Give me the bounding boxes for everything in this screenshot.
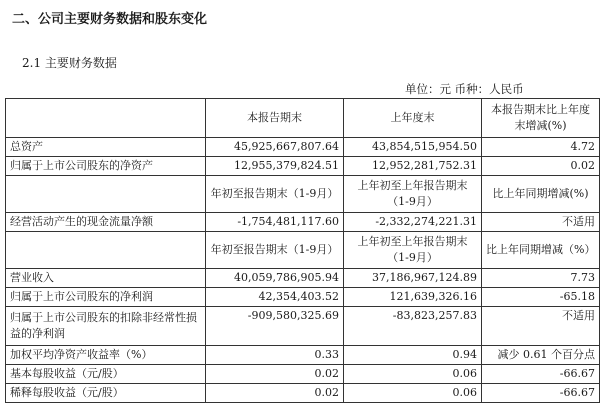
cell-value: 减少 0.61 个百分点: [482, 346, 600, 365]
cell-value: -909,580,325.69: [206, 307, 344, 346]
header-cell: 上年初至上年报告期末（1-9月）: [344, 176, 482, 213]
row-label: 稀释每股收益（元/股）: [6, 384, 206, 403]
cell-value: 37,186,967,124.89: [344, 269, 482, 288]
row-label: 归属于上市公司股东的扣除非经常性损益的净利润: [6, 307, 206, 346]
table-header-row: [6, 99, 600, 138]
subsection-heading: 2.1 主要财务数据: [22, 56, 117, 70]
table-row: [6, 213, 600, 232]
row-label: 归属于上市公司股东的净资产: [6, 157, 206, 176]
header-cell: [6, 99, 206, 138]
cell-value: 0.02: [206, 384, 344, 403]
cell-value: 不适用: [482, 307, 600, 346]
row-label: 总资产: [6, 138, 206, 157]
table-header-row: [6, 232, 600, 269]
cell-value: 0.33: [206, 346, 344, 365]
cell-value: 0.02: [206, 365, 344, 384]
cell-value: 4.72: [482, 138, 600, 157]
table-header-row: [6, 176, 600, 213]
table-row: [6, 157, 600, 176]
row-label: 营业收入: [6, 269, 206, 288]
cell-value: -65.18: [482, 288, 600, 307]
header-cell: 年初至报告期末（1-9月）: [206, 176, 344, 213]
cell-value: 121,639,326.16: [344, 288, 482, 307]
table-row: [6, 365, 600, 384]
header-cell: [6, 176, 206, 213]
cell-value: 0.94: [344, 346, 482, 365]
cell-value: 0.06: [344, 365, 482, 384]
table-row: [6, 346, 600, 365]
cell-value: 45,925,667,807.64: [206, 138, 344, 157]
cell-value: 43,854,515,954.50: [344, 138, 482, 157]
cell-value: 42,354,403.52: [206, 288, 344, 307]
header-cell: 比上年同期增减（%）: [482, 232, 600, 269]
header-cell: 上年度末: [344, 99, 482, 138]
cell-value: -2,332,274,221.31: [344, 213, 482, 232]
cell-value: 0.02: [482, 157, 600, 176]
row-label: 加权平均净资产收益率（%）: [6, 346, 206, 365]
cell-value: -66.67: [482, 365, 600, 384]
row-label: 经营活动产生的现金流量净额: [6, 213, 206, 232]
cell-value: -83,823,257.83: [344, 307, 482, 346]
cell-value: -1,754,481,117.60: [206, 213, 344, 232]
table-row: [6, 138, 600, 157]
cell-value: 40,059,786,905.94: [206, 269, 344, 288]
header-cell: 本报告期末: [206, 99, 344, 138]
table-row: [6, 307, 600, 346]
table-row: [6, 384, 600, 403]
cell-value: 12,952,281,752.31: [344, 157, 482, 176]
table-row: [6, 269, 600, 288]
header-cell: [6, 232, 206, 269]
cell-value: -66.67: [482, 384, 600, 403]
cell-value: 7.73: [482, 269, 600, 288]
cell-value: 0.06: [344, 384, 482, 403]
table-row: [6, 288, 600, 307]
header-cell: 年初至报告期末（1-9月）: [206, 232, 344, 269]
header-cell: 上年初至上年报告期末（1-9月）: [344, 232, 482, 269]
financial-data-table: [5, 98, 600, 403]
header-cell: 比上年同期增减(%): [482, 176, 600, 213]
cell-value: 不适用: [482, 213, 600, 232]
row-label: 归属于上市公司股东的净利润: [6, 288, 206, 307]
row-label: 基本每股收益（元/股）: [6, 365, 206, 384]
section-heading: 二、公司主要财务数据和股东变化: [12, 12, 208, 27]
unit-currency-line: 单位：元 币种：人民币: [405, 82, 524, 96]
header-cell: 本报告期末比上年度末增减(%): [482, 99, 600, 138]
cell-value: 12,955,379,824.51: [206, 157, 344, 176]
